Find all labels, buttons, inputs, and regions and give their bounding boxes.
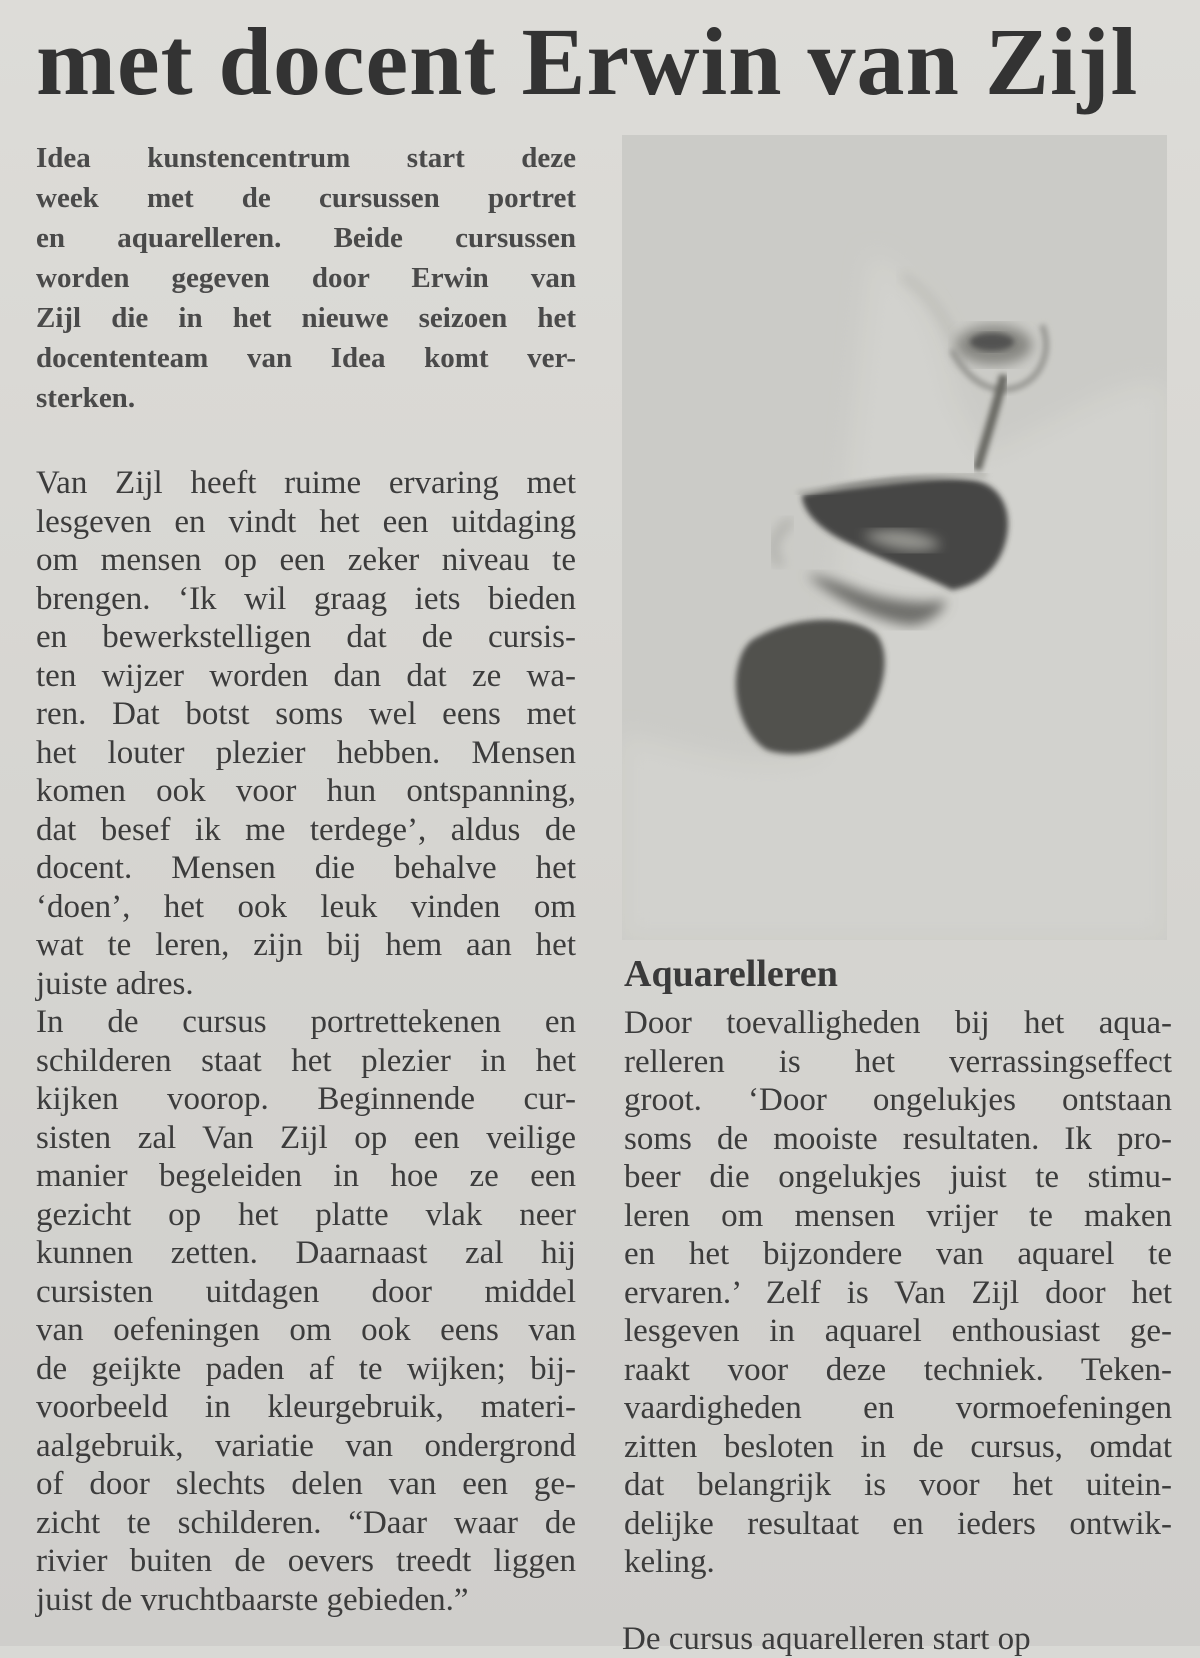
text-line: vaardigheden en vormoefeningen [624,1390,1172,1426]
text-line: schilderen staat het plezier in het [36,1042,576,1079]
text-line: keling. [624,1544,715,1580]
text-line: dat besef ik me terdege’, aldus de [36,811,576,848]
text-line: wat te leren, zijn bij hem aan het [36,927,576,963]
text-line: komen ook voor hun ontspanning, [36,773,576,809]
text-line: lesgeven in aquarel enthousiast ge- [624,1313,1172,1349]
text-line: Door toevalligheden bij het aqua- [624,1005,1172,1041]
text-line: sisten zal Van Zijl op een veilige [36,1119,576,1156]
text-line: juist de vruchtbaarste gebieden.” [36,1581,469,1618]
section-heading-aquarelleren: Aquarelleren [624,953,838,995]
text-line: Idea kunstencentrum start deze [36,142,576,174]
text-line: dat belangrijk is voor het uitein- [624,1467,1172,1503]
text-line: ervaren.’ Zelf is Van Zijl door het [624,1274,1172,1311]
text-line: of door slechts delen van een ge- [36,1466,576,1502]
text-line: aalgebruik, variatie van ondergrond [36,1427,576,1464]
text-line: rivier buiten de oevers treedt liggen [36,1543,576,1579]
text-line: raakt voor deze techniek. Teken- [624,1351,1172,1388]
body-paragraph-3 [624,1004,1172,1582]
text-line: en aquarelleren. Beide cursussen [36,222,576,254]
left-column [36,138,576,1619]
body-paragraph-1 [36,464,576,1003]
text-line: kijken voorop. Beginnende cur- [36,1081,576,1117]
text-line: de geijkte paden af te wijken; bij- [36,1350,576,1387]
text-line: ren. Dat botst soms wel eens met [36,696,576,732]
text-line: groot. ‘Door ongelukjes ontstaan [624,1082,1172,1118]
text-line: ‘doen’, het ook leuk vinden om [36,888,576,925]
text-line: brengen. ‘Ik wil graag iets bieden [36,580,576,617]
text-line: relleren is het verrassingseffect [624,1043,1172,1080]
text-line: juiste adres. [36,965,194,1002]
lead-paragraph [36,138,576,418]
text-line: en het bijzondere van aquarel te [624,1236,1172,1272]
text-line: lesgeven en vindt het een uitdaging [36,503,576,540]
text-line: kunnen zetten. Daarnaast zal hij [36,1235,576,1271]
cutoff-text: De cursus aquarelleren start op [622,1621,1031,1657]
text-line: voorbeeld in kleurgebruik, materi- [36,1389,576,1425]
text-line: Zijl die in het nieuwe seizoen het [36,302,576,334]
text-line: cursisten uitdagen door middel [36,1273,576,1310]
text-line: worden gegeven door Erwin van [36,262,576,294]
text-line: docententeam van Idea komt ver- [36,342,576,374]
text-line: het louter plezier hebben. Mensen [36,734,576,771]
right-column [624,950,1172,1582]
text-line: beer die ongelukjes juist te stimu- [624,1159,1172,1195]
text-line: gezicht op het platte vlak neer [36,1196,576,1233]
text-line: om mensen op een zeker niveau te [36,542,576,578]
text-line: week met de cursussen portret [36,182,576,214]
text-line: zitten besloten in de cursus, omdat [624,1428,1172,1465]
headline: met docent Erwin van Zijl [36,8,1139,115]
text-line: ten wijzer worden dan dat ze wa- [36,657,576,694]
text-line: docent. Mensen die behalve het [36,850,576,886]
body-paragraph-2 [36,1003,576,1619]
text-line: van oefeningen om ook eens van [36,1312,576,1348]
portrait-drawing-image [622,135,1167,940]
text-line: manier begeleiden in hoe ze een [36,1158,576,1194]
text-line: sterken. [36,382,136,414]
text-line: en bewerkstelligen dat de cursis- [36,619,576,655]
text-line: In de cursus portrettekenen en [36,1004,576,1040]
text-line: zicht te schilderen. “Daar waar de [36,1504,576,1541]
text-line: delijke resultaat en ieders ontwik- [624,1505,1172,1542]
text-line: Van Zijl heeft ruime ervaring met [36,465,576,501]
text-line: leren om mensen vrijer te maken [624,1197,1172,1234]
text-line: soms de mooiste resultaten. Ik pro- [624,1120,1172,1157]
